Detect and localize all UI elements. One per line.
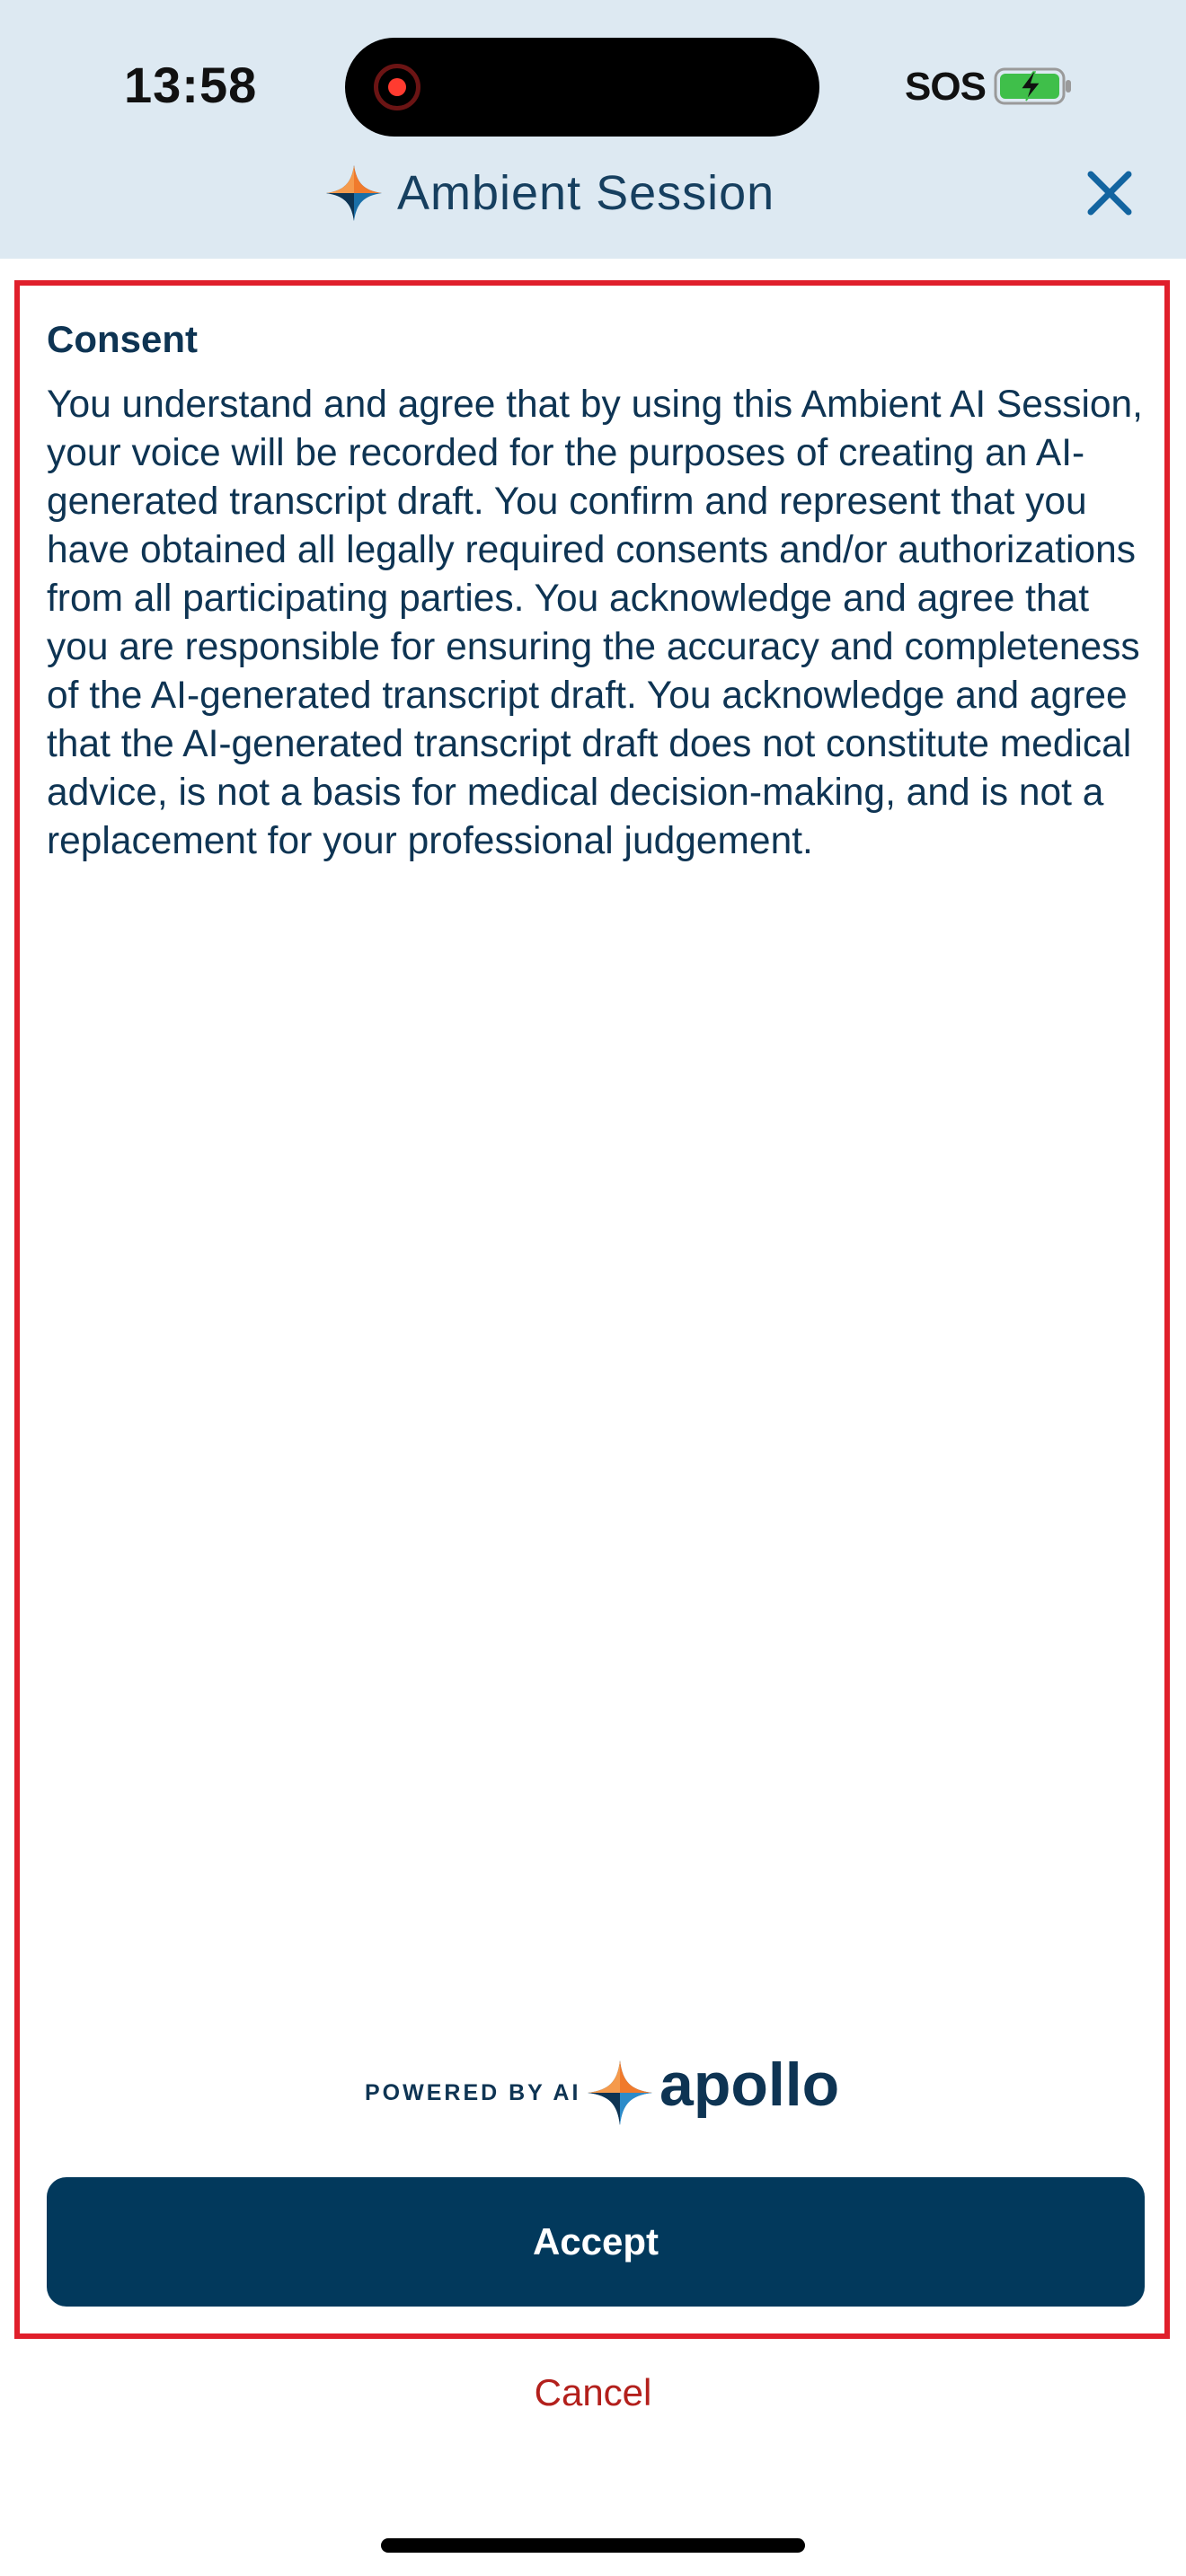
battery-charging-icon: [994, 66, 1073, 106]
apollo-logo-icon: [586, 2059, 654, 2127]
sparkle-logo-icon: [324, 163, 384, 223]
home-indicator[interactable]: [381, 2538, 805, 2553]
consent-text: You understand and agree that by using this Ambient AI Session, your voice will be recorded for the purposes of creating an AI-generated transcript draft. You confirm and represent that you have obtained all legally required consents and/or authorizations from all participating parties. You acknowledge and agree that you are responsible for ensuring the accuracy and completeness of the AI-generated transcript draft. You acknowledge and agree that the AI-generated transcript draft does not constitute medical advice, is not a basis for medical decision-making, and is not a replacement for your professional judgement.: [47, 384, 1143, 862]
accept-button[interactable]: Accept: [47, 2177, 1145, 2307]
apollo-brand-name: apollo: [659, 2051, 840, 2119]
status-carrier: SOS: [905, 65, 986, 109]
header: [0, 0, 1186, 259]
powered-by-branding: [20, 2046, 1164, 2136]
close-icon[interactable]: [1082, 165, 1137, 221]
dynamic-island: [345, 38, 819, 137]
consent-panel: [14, 280, 1170, 2339]
title-row: [0, 153, 1186, 234]
powered-by-label: POWERED BY AI: [365, 2080, 581, 2105]
page-title: Ambient Session: [397, 166, 775, 220]
status-time: 13:58: [124, 57, 258, 113]
consent-title: Consent: [47, 318, 198, 360]
cancel-button[interactable]: Cancel: [534, 2371, 652, 2413]
recording-indicator-icon: [374, 64, 420, 110]
